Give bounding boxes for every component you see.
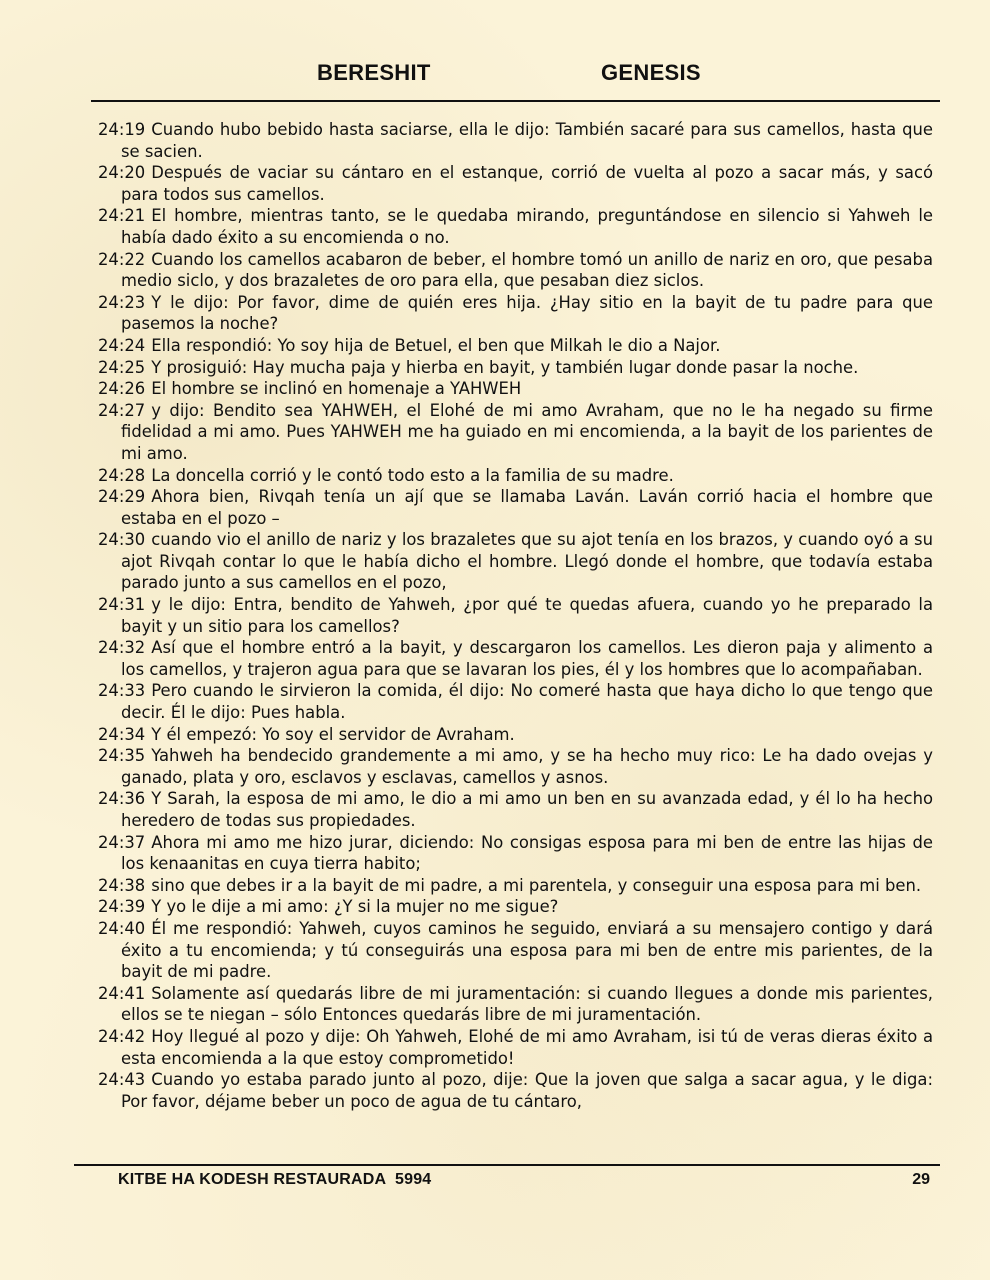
verse-list (98, 119, 933, 1112)
verse-text: Y él empezó: Yo soy el servidor de Avraham. (151, 724, 515, 744)
verse-24-22 (98, 249, 933, 292)
verse-text: Hoy llegué al pozo y dije: Oh Yahweh, Elohé de mi amo Avraham, isi tú de veras dieras éxito a esta encomienda a la que estoy comprometido! (121, 1026, 933, 1068)
verse-ref: 24:39 (98, 897, 146, 917)
verse-24-34 (98, 724, 933, 746)
verse-text: Él me respondió: Yahweh, cuyos caminos he seguido, enviará a su mensajero contigo y dará éxito a tu encomienda; y tú conseguirás una esposa para mi ben de entre mis parientes, de la bayit de mi padre. (121, 918, 933, 982)
verse-24-41 (98, 983, 933, 1026)
verse-24-24 (98, 335, 933, 357)
verse-text: Solamente así quedarás libre de mi juramentación: si cuando llegues a donde mis parientes, ellos se te niegan – sólo Entonces quedarás libre de mi juramentación. (121, 983, 933, 1025)
verse-ref: 24:31 (98, 595, 146, 615)
verse-24-28 (98, 465, 933, 487)
verse-text: Pero cuando le sirvieron la comida, él dijo: No comeré hasta que haya dicho lo que tengo que decir. Él le dijo: Pues habla. (121, 681, 933, 723)
verse-24-31 (98, 594, 933, 637)
footer-book-title: KITBE HA KODESH RESTAURADA 5994 (118, 1171, 432, 1188)
header-left-title: BERESHIT (317, 60, 431, 85)
verse-24-25 (98, 357, 933, 379)
verse-ref: 24:42 (98, 1026, 146, 1046)
verse-text: sino que debes ir a la bayit de mi padre, a mi parentela, y conseguir una esposa para mi ben. (151, 875, 922, 895)
verse-text: Y yo le dije a mi amo: ¿Y si la mujer no me sigue? (151, 897, 559, 917)
verse-24-19 (98, 119, 933, 162)
verse-text: Después de vaciar su cántaro en el estanque, corrió de vuelta al pozo a sacar más, y sacó para todos sus camellos. (121, 163, 933, 204)
verse-24-40 (98, 918, 933, 983)
verse-24-26 (98, 378, 933, 400)
verse-text: El hombre, mientras tanto, se le quedaba mirando, preguntándose en silencio si Yahweh le había dado éxito a su encomienda o no. (121, 206, 933, 247)
verse-ref: 24:20 (98, 163, 146, 183)
verse-ref: 24:29 (98, 487, 146, 507)
header-divider (91, 100, 940, 102)
verse-text: Y le dijo: Por favor, dime de quién eres hija. ¿Hay sitio en la bayit de tu padre para que pasemos la noche? (121, 292, 933, 334)
verse-text: Así que el hombre entró a la bayit, y descargaron los camellos. Les dieron paja y alimento a los camellos, y trajeron agua para que se lavaran los pies, él y los hombres que lo acompañaban. (121, 638, 933, 679)
verse-text: Yahweh ha bendecido grandemente a mi amo, y se ha hecho muy rico: Le ha dado ovejas y ganado, plata y oro, esclavos y esclavas, camellos y asnos. (121, 746, 933, 787)
page-header (0, 60, 990, 90)
verse-text: Cuando yo estaba parado junto al pozo, dije: Que la joven que salga a sacar agua, y le diga: Por favor, déjame beber un poco de agua de tu cántaro, (121, 1070, 933, 1111)
verse-24-39 (98, 896, 933, 918)
verse-24-35 (98, 745, 933, 788)
verse-ref: 24:23 (98, 292, 146, 312)
verse-24-32 (98, 637, 933, 680)
verse-ref: 24:37 (98, 832, 146, 852)
verse-ref: 24:33 (98, 681, 146, 701)
verse-ref: 24:43 (98, 1070, 146, 1090)
verse-ref: 24:22 (98, 249, 146, 269)
verse-24-20 (98, 162, 933, 205)
verse-ref: 24:25 (98, 357, 146, 377)
footer-divider (74, 1164, 940, 1166)
verse-ref: 24:35 (98, 746, 146, 766)
verse-24-23 (98, 292, 933, 335)
verse-text: y le dijo: Entra, bendito de Yahweh, ¿por qué te quedas afuera, cuando yo he preparado la bayit y un sitio para los camellos? (121, 595, 933, 636)
verse-ref: 24:28 (98, 465, 146, 485)
verse-text: La doncella corrió y le contó todo esto a la familia de su madre. (151, 465, 674, 485)
verse-ref: 24:38 (98, 875, 146, 895)
verse-24-29 (98, 486, 933, 529)
verse-text: Cuando los camellos acabaron de beber, el hombre tomó un anillo de nariz en oro, que pesaba medio siclo, y dos brazaletes de oro para ella, que pesaban diez siclos. (121, 249, 933, 291)
verse-24-38 (98, 875, 933, 897)
verse-text: Y Sarah, la esposa de mi amo, le dio a mi amo un ben en su avanzada edad, y él lo ha hecho heredero de todas sus propiedades. (121, 789, 933, 830)
verse-ref: 24:19 (98, 120, 146, 139)
page-footer (0, 1171, 990, 1195)
verse-text: cuando vio el anillo de nariz y los brazaletes que su ajot tenía en los brazos, y cuando oyó a su ajot Rivqah contar lo que le había dicho el hombre. Llegó donde el hombre, que todavía estaba parado junto a sus camellos en el pozo, (121, 530, 933, 593)
verse-text: Ahora mi amo me hizo jurar, diciendo: No consigas esposa para mi ben de entre las hijas de los kenaanitas en cuya tierra habito; (121, 832, 933, 874)
verse-text: Ella respondió: Yo soy hija de Betuel, el ben que Milkah le dio a Najor. (151, 335, 721, 355)
verse-text: Ahora bien, Rivqah tenía un ají que se llamaba Laván. Laván corrió hacia el hombre que estaba en el pozo – (121, 487, 933, 528)
verse-24-27 (98, 400, 933, 465)
verse-24-42 (98, 1026, 933, 1069)
header-right-title: GENESIS (601, 60, 701, 85)
verse-ref: 24:24 (98, 335, 146, 355)
verse-24-36 (98, 788, 933, 831)
verse-24-33 (98, 680, 933, 723)
verse-text: El hombre se inclinó en homenaje a YAHWEH (151, 379, 522, 399)
verse-ref: 24:32 (98, 638, 146, 658)
verse-text: y dijo: Bendito sea YAHWEH, el Elohé de mi amo Avraham, que no le ha negado su firme fidelidad a mi amo. Pues YAHWEH me ha guiado en mi encomienda, a la bayit de los parientes de mi amo. (121, 400, 933, 463)
verse-ref: 24:34 (98, 724, 146, 744)
page-number: 29 (912, 1171, 930, 1188)
verse-24-21 (98, 205, 933, 248)
verse-text: Cuando hubo bebido hasta saciarse, ella le dijo: También sacaré para sus camellos, hasta que se sacien. (121, 120, 933, 161)
verse-ref: 24:21 (98, 206, 146, 226)
verse-ref: 24:40 (98, 918, 146, 938)
verse-24-37 (98, 832, 933, 875)
verse-ref: 24:27 (98, 400, 146, 420)
verse-text: Y prosiguió: Hay mucha paja y hierba en bayit, y también lugar donde pasar la noche. (151, 357, 859, 377)
verse-ref: 24:36 (98, 789, 146, 809)
verse-24-30 (98, 529, 933, 594)
verse-ref: 24:41 (98, 983, 146, 1003)
verse-24-43 (98, 1069, 933, 1112)
verse-ref: 24:26 (98, 379, 146, 399)
verse-ref: 24:30 (98, 530, 146, 550)
